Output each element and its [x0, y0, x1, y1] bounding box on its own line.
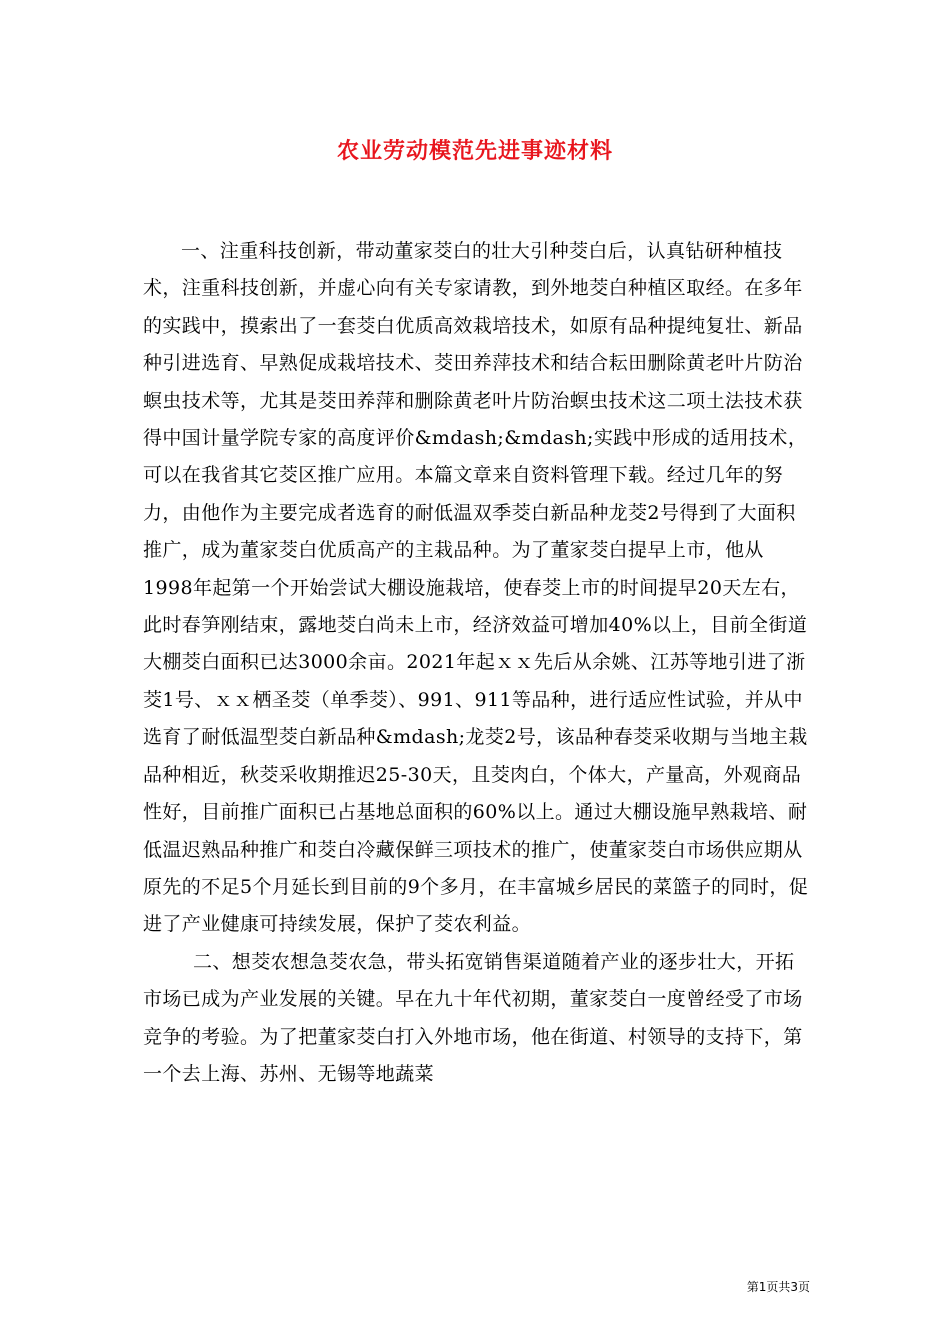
- document-body: [143, 233, 811, 1093]
- paragraph-1: 一、注重科技创新，带动董家茭白的壮大引种茭白后，认真钻研种植技术，注重科技创新，并虚心向有关专家请教，到外地茭白种植区取经。在多年的实践中，摸索出了一套茭白优质高效栽培技术，如原有品种提纯复壮、新品种引进选育、早熟促成栽培技术、茭田养萍技术和结合耘田删除黄老叶片防治螟虫技术等，尤其是茭田养萍和删除黄老叶片防治螟虫技术这二项土法技术获得中国计量学院专家的高度评价&mdash;&mdash;实践中形成的适用技术，可以在我省其它茭区推广应用。本篇文章来自资料管理下载。经过几年的努力，由他作为主要完成者选育的耐低温双季茭白新品种龙茭2号得到了大面积推广，成为董家茭白优质高产的主栽品种。为了董家茭白提早上市，他从1998年起第一个开始尝试大棚设施栽培，使春茭上市的时间提早20天左右，此时春笋刚结束，露地茭白尚未上市，经济效益可增加40%以上，目前全街道大棚茭白面积已达3000余亩。2021年起ｘｘ先后从余姚、江苏等地引进了浙茭1号、ｘｘ栖圣茭（单季茭）、991、911等品种，进行适应性试验，并从中选育了耐低温型茭白新品种&mdash;龙茭2号，该品种春茭采收期与当地主栽品种相近，秋茭采收期推迟25-30天，且茭肉白，个体大，产量高，外观商品性好，目前推广面积已占基地总面积的60%以上。通过大棚设施早熟栽培、耐低温迟熟品种推广和茭白冷藏保鲜三项技术的推广，使董家茭白市场供应期从原先的不足5个月延长到目前的9个多月，在丰富城乡居民的菜篮子的同时，促进了产业健康可持续发展，保护了茭农利益。: [143, 240, 809, 936]
- paragraph-2: 二、想茭农想急茭农急，带头拓宽销售渠道随着产业的逐步壮大，开拓市场已成为产业发展的关键。早在九十年代初期，董家茭白一度曾经受了市场竞争的考验。为了把董家茭白打入外地市场，他在街道、村领导的支持下，第一个去上海、苏州、无锡等地蔬菜: [143, 950, 803, 1085]
- page-number: 第1页共3页: [746, 1280, 810, 1294]
- page-title: 农业劳动模范先进事迹材料: [336, 138, 613, 164]
